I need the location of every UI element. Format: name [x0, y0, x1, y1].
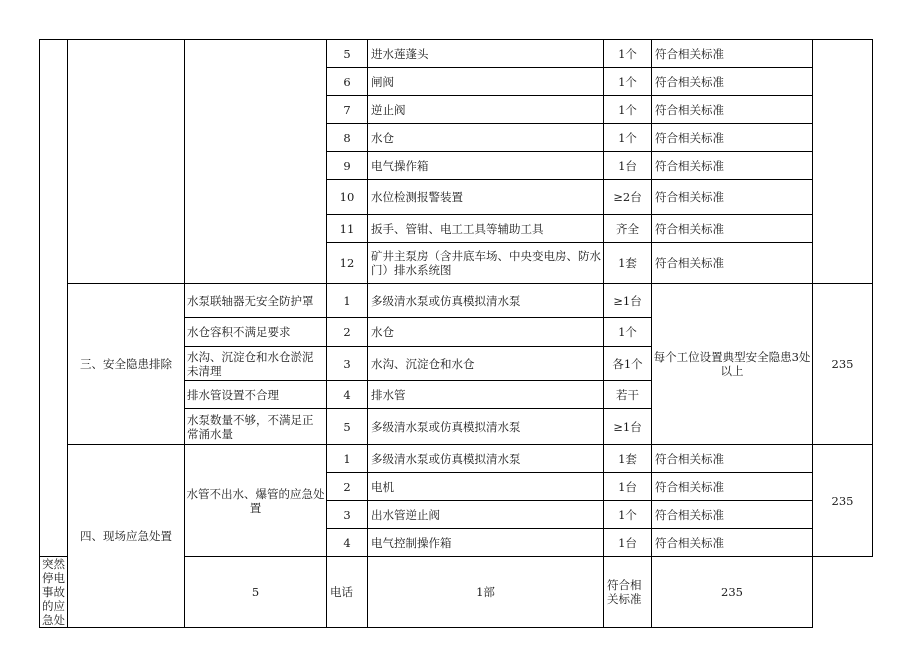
quantity: 1个: [604, 40, 652, 68]
requirement: 每个工位设置典型安全隐患3处以上: [652, 284, 813, 445]
quantity: ≥1台: [604, 284, 652, 318]
item-cell: 水泵联轴器无安全防护罩: [185, 284, 327, 318]
equipment-name: 电话: [327, 557, 368, 628]
item-cell: 水管不出水、爆管的应急处置: [185, 445, 327, 557]
item-cell: 排水管设置不合理: [185, 381, 327, 409]
equipment-name: 水仓: [368, 124, 604, 152]
requirement: 符合相关标准: [652, 529, 813, 557]
index-column-cell: [40, 40, 68, 557]
row-number: 9: [327, 152, 368, 180]
equipment-name: 电机: [368, 473, 604, 501]
equipment-table: [39, 39, 873, 628]
requirement: 符合相关标准: [652, 40, 813, 68]
quantity: 1部: [368, 557, 604, 628]
item-cell: [185, 40, 327, 284]
row-number: 4: [327, 529, 368, 557]
row-number: 3: [327, 501, 368, 529]
quantity: 1个: [604, 96, 652, 124]
row-number: 6: [327, 68, 368, 96]
quantity: ≥2台: [604, 180, 652, 215]
score-cell: [813, 40, 873, 284]
requirement: 符合相关标准: [652, 68, 813, 96]
score-cell: 235: [652, 557, 813, 628]
row-number: 2: [327, 318, 368, 347]
table-row: [40, 284, 873, 318]
score-cell: 235: [813, 284, 873, 445]
row-number: 10: [327, 180, 368, 215]
requirement: 符合相关标准: [604, 557, 652, 628]
requirement: 符合相关标准: [652, 215, 813, 243]
quantity: 1个: [604, 68, 652, 96]
quantity: 1个: [604, 124, 652, 152]
row-number: 2: [327, 473, 368, 501]
item-cell: 突然停电事故的应急处: [40, 557, 68, 628]
row-number: 1: [327, 445, 368, 473]
quantity: 1个: [604, 318, 652, 347]
equipment-name: 水沟、沉淀仓和水仓: [368, 347, 604, 381]
requirement: 符合相关标准: [652, 180, 813, 215]
requirement: 符合相关标准: [652, 243, 813, 284]
row-number: 8: [327, 124, 368, 152]
table-row: [40, 40, 873, 68]
item-cell: 水仓容积不满足要求: [185, 318, 327, 347]
equipment-name: 多级清水泵或仿真模拟清水泵: [368, 409, 604, 445]
row-number: 4: [327, 381, 368, 409]
row-number: 12: [327, 243, 368, 284]
row-number: 7: [327, 96, 368, 124]
quantity: 1个: [604, 501, 652, 529]
quantity: 1台: [604, 152, 652, 180]
row-number: 5: [327, 40, 368, 68]
row-number: 11: [327, 215, 368, 243]
quantity: 1套: [604, 445, 652, 473]
quantity: 各1个: [604, 347, 652, 381]
equipment-name: 排水管: [368, 381, 604, 409]
requirement: 符合相关标准: [652, 445, 813, 473]
quantity: 若干: [604, 381, 652, 409]
equipment-name: 多级清水泵或仿真模拟清水泵: [368, 445, 604, 473]
item-cell: 水泵数量不够，不满足正常涌水量: [185, 409, 327, 445]
item-cell: 水沟、沉淀仓和水仓淤泥未清理: [185, 347, 327, 381]
row-number: 1: [327, 284, 368, 318]
row-number: 5: [327, 409, 368, 445]
equipment-name: 闸阀: [368, 68, 604, 96]
requirement: 符合相关标准: [652, 96, 813, 124]
equipment-name: 进水莲蓬头: [368, 40, 604, 68]
requirement: 符合相关标准: [652, 124, 813, 152]
quantity: 1台: [604, 529, 652, 557]
equipment-name: 出水管逆止阀: [368, 501, 604, 529]
equipment-name: 电气操作箱: [368, 152, 604, 180]
equipment-name: 扳手、管钳、电工工具等辅助工具: [368, 215, 604, 243]
quantity: ≥1台: [604, 409, 652, 445]
equipment-name: 水仓: [368, 318, 604, 347]
table-row: [40, 445, 873, 473]
row-number: 3: [327, 347, 368, 381]
category-cell: [68, 40, 185, 284]
equipment-name: 多级清水泵或仿真模拟清水泵: [368, 284, 604, 318]
quantity: 1台: [604, 473, 652, 501]
category-cell: 四、现场应急处置: [68, 445, 185, 628]
requirement: 符合相关标准: [652, 501, 813, 529]
category-cell: 三、安全隐患排除: [68, 284, 185, 445]
equipment-name: 水位检测报警装置: [368, 180, 604, 215]
row-number: 5: [185, 557, 327, 628]
requirement: 符合相关标准: [652, 473, 813, 501]
requirement: 符合相关标准: [652, 152, 813, 180]
equipment-name: 矿井主泵房（含井底车场、中央变电房、防水门）排水系统图: [368, 243, 604, 284]
equipment-name: 逆止阀: [368, 96, 604, 124]
score-cell: 235: [813, 445, 873, 557]
quantity: 齐全: [604, 215, 652, 243]
quantity: 1套: [604, 243, 652, 284]
equipment-name: 电气控制操作箱: [368, 529, 604, 557]
